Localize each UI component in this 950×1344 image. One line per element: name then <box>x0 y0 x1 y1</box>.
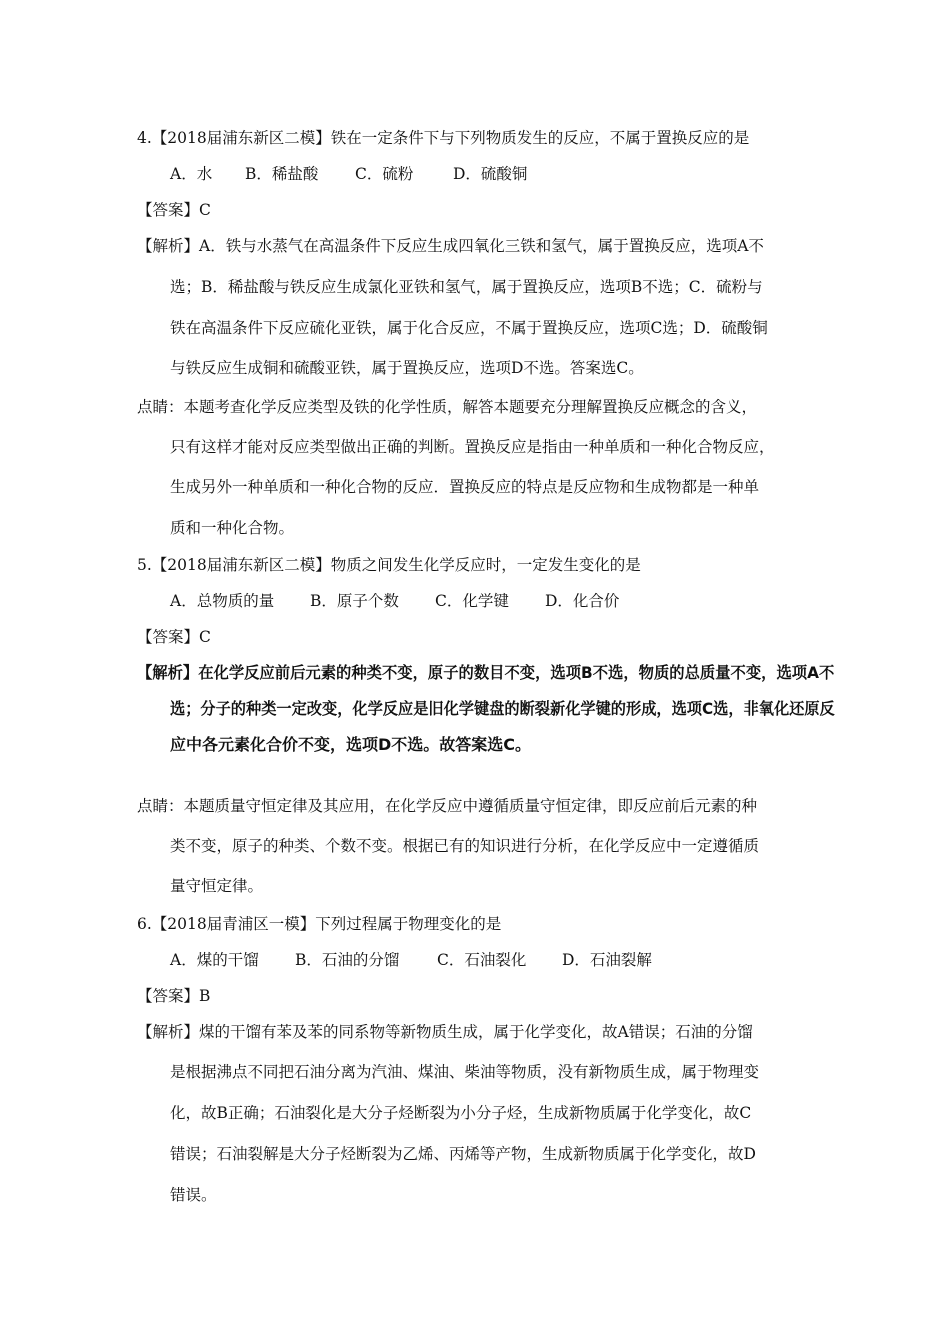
option-a: A．煤的干馏 <box>170 951 259 969</box>
option-c: C．化学键 <box>435 592 509 610</box>
note-5-line-1: 点睛：本题质量守恒定律及其应用，在化学反应中遵循质量守恒定律，即反应前后元素的种 <box>137 797 758 815</box>
question-5-options <box>170 591 619 611</box>
analysis-6-line-2: 是根据沸点不同把石油分离为汽油、煤油、柴油等物质，没有新物质生成，属于物理变 <box>170 1063 760 1081</box>
note-5-line-2: 类不变，原子的种类、个数不变。根据已有的知识进行分析，在化学反应中一定遵循质 <box>170 837 760 855</box>
option-a: A．总物质的量 <box>170 592 275 610</box>
analysis-4-line-1: 【解析】A．铁与水蒸气在高温条件下反应生成四氧化三铁和氢气，属于置换反应，选项A不 <box>137 237 764 255</box>
option-b: B．稀盐酸 <box>245 165 319 183</box>
analysis-5-line-1: 【解析】在化学反应前后元素的种类不变，原子的数目不变，选项B不选，物质的总质量不变，选项A不 <box>137 663 835 682</box>
analysis-4-line-4: 与铁反应生成铜和硫酸亚铁，属于置换反应，选项D不选。答案选C。 <box>170 359 644 377</box>
analysis-6-line-3: 化，故B正确；石油裂化是大分子烃断裂为小分子烃，生成新物质属于化学变化，故C <box>170 1104 752 1122</box>
answer-4: 【答案】C <box>137 201 211 219</box>
option-b: B．原子个数 <box>310 592 399 610</box>
question-6-options <box>170 950 652 970</box>
option-c: C．石油裂化 <box>437 951 527 969</box>
answer-5: 【答案】C <box>137 628 211 646</box>
analysis-5-line-3: 应中各元素化合价不变，选项D不选。故答案选C。 <box>170 735 532 754</box>
option-d: D．化合价 <box>545 592 620 610</box>
option-c: C．硫粉 <box>355 165 414 183</box>
question-6-stem: 6.【2018届青浦区一模】下列过程属于物理变化的是 <box>137 915 502 933</box>
analysis-6-line-1: 【解析】煤的干馏有苯及苯的同系物等新物质生成，属于化学变化，故A错误；石油的分馏 <box>137 1023 753 1041</box>
note-4-line-3: 生成另外一种单质和一种化合物的反应．置换反应的特点是反应物和生成物都是一种单 <box>170 478 760 496</box>
option-d: D．硫酸铜 <box>453 165 528 183</box>
note-4-line-2: 只有这样才能对反应类型做出正确的判断。置换反应是指由一种单质和一种化合物反应， <box>170 438 775 456</box>
question-4-options <box>170 164 527 184</box>
analysis-6-line-4: 错误；石油裂解是大分子烃断裂为乙烯、丙烯等产物，生成新物质属于化学变化，故D <box>170 1145 756 1163</box>
question-5-stem: 5.【2018届浦东新区二模】物质之间发生化学反应时，一定发生变化的是 <box>137 556 641 574</box>
answer-6: 【答案】B <box>137 987 211 1005</box>
analysis-5-line-2: 选；分子的种类一定改变，化学反应是旧化学键盘的断裂新化学键的形成，选项C选，非氧化还原反 <box>170 699 835 718</box>
option-b: B．石油的分馏 <box>295 951 400 969</box>
analysis-6-line-5: 错误。 <box>170 1186 217 1204</box>
analysis-4-line-3: 铁在高温条件下反应硫化亚铁，属于化合反应，不属于置换反应，选项C选；D．硫酸铜 <box>170 319 768 337</box>
analysis-4-line-2: 选；B．稀盐酸与铁反应生成氯化亚铁和氢气，属于置换反应，选项B不选；C．硫粉与 <box>170 278 763 296</box>
option-d: D．石油裂解 <box>562 951 652 969</box>
question-4-stem: 4.【2018届浦东新区二模】铁在一定条件下与下列物质发生的反应，不属于置换反应的是 <box>137 129 750 147</box>
note-4-line-1: 点睛：本题考查化学反应类型及铁的化学性质，解答本题要充分理解置换反应概念的含义， <box>137 398 758 416</box>
option-a: A．水 <box>170 165 213 183</box>
note-5-line-3: 量守恒定律。 <box>170 877 264 895</box>
note-4-line-4: 质和一种化合物。 <box>170 519 295 537</box>
